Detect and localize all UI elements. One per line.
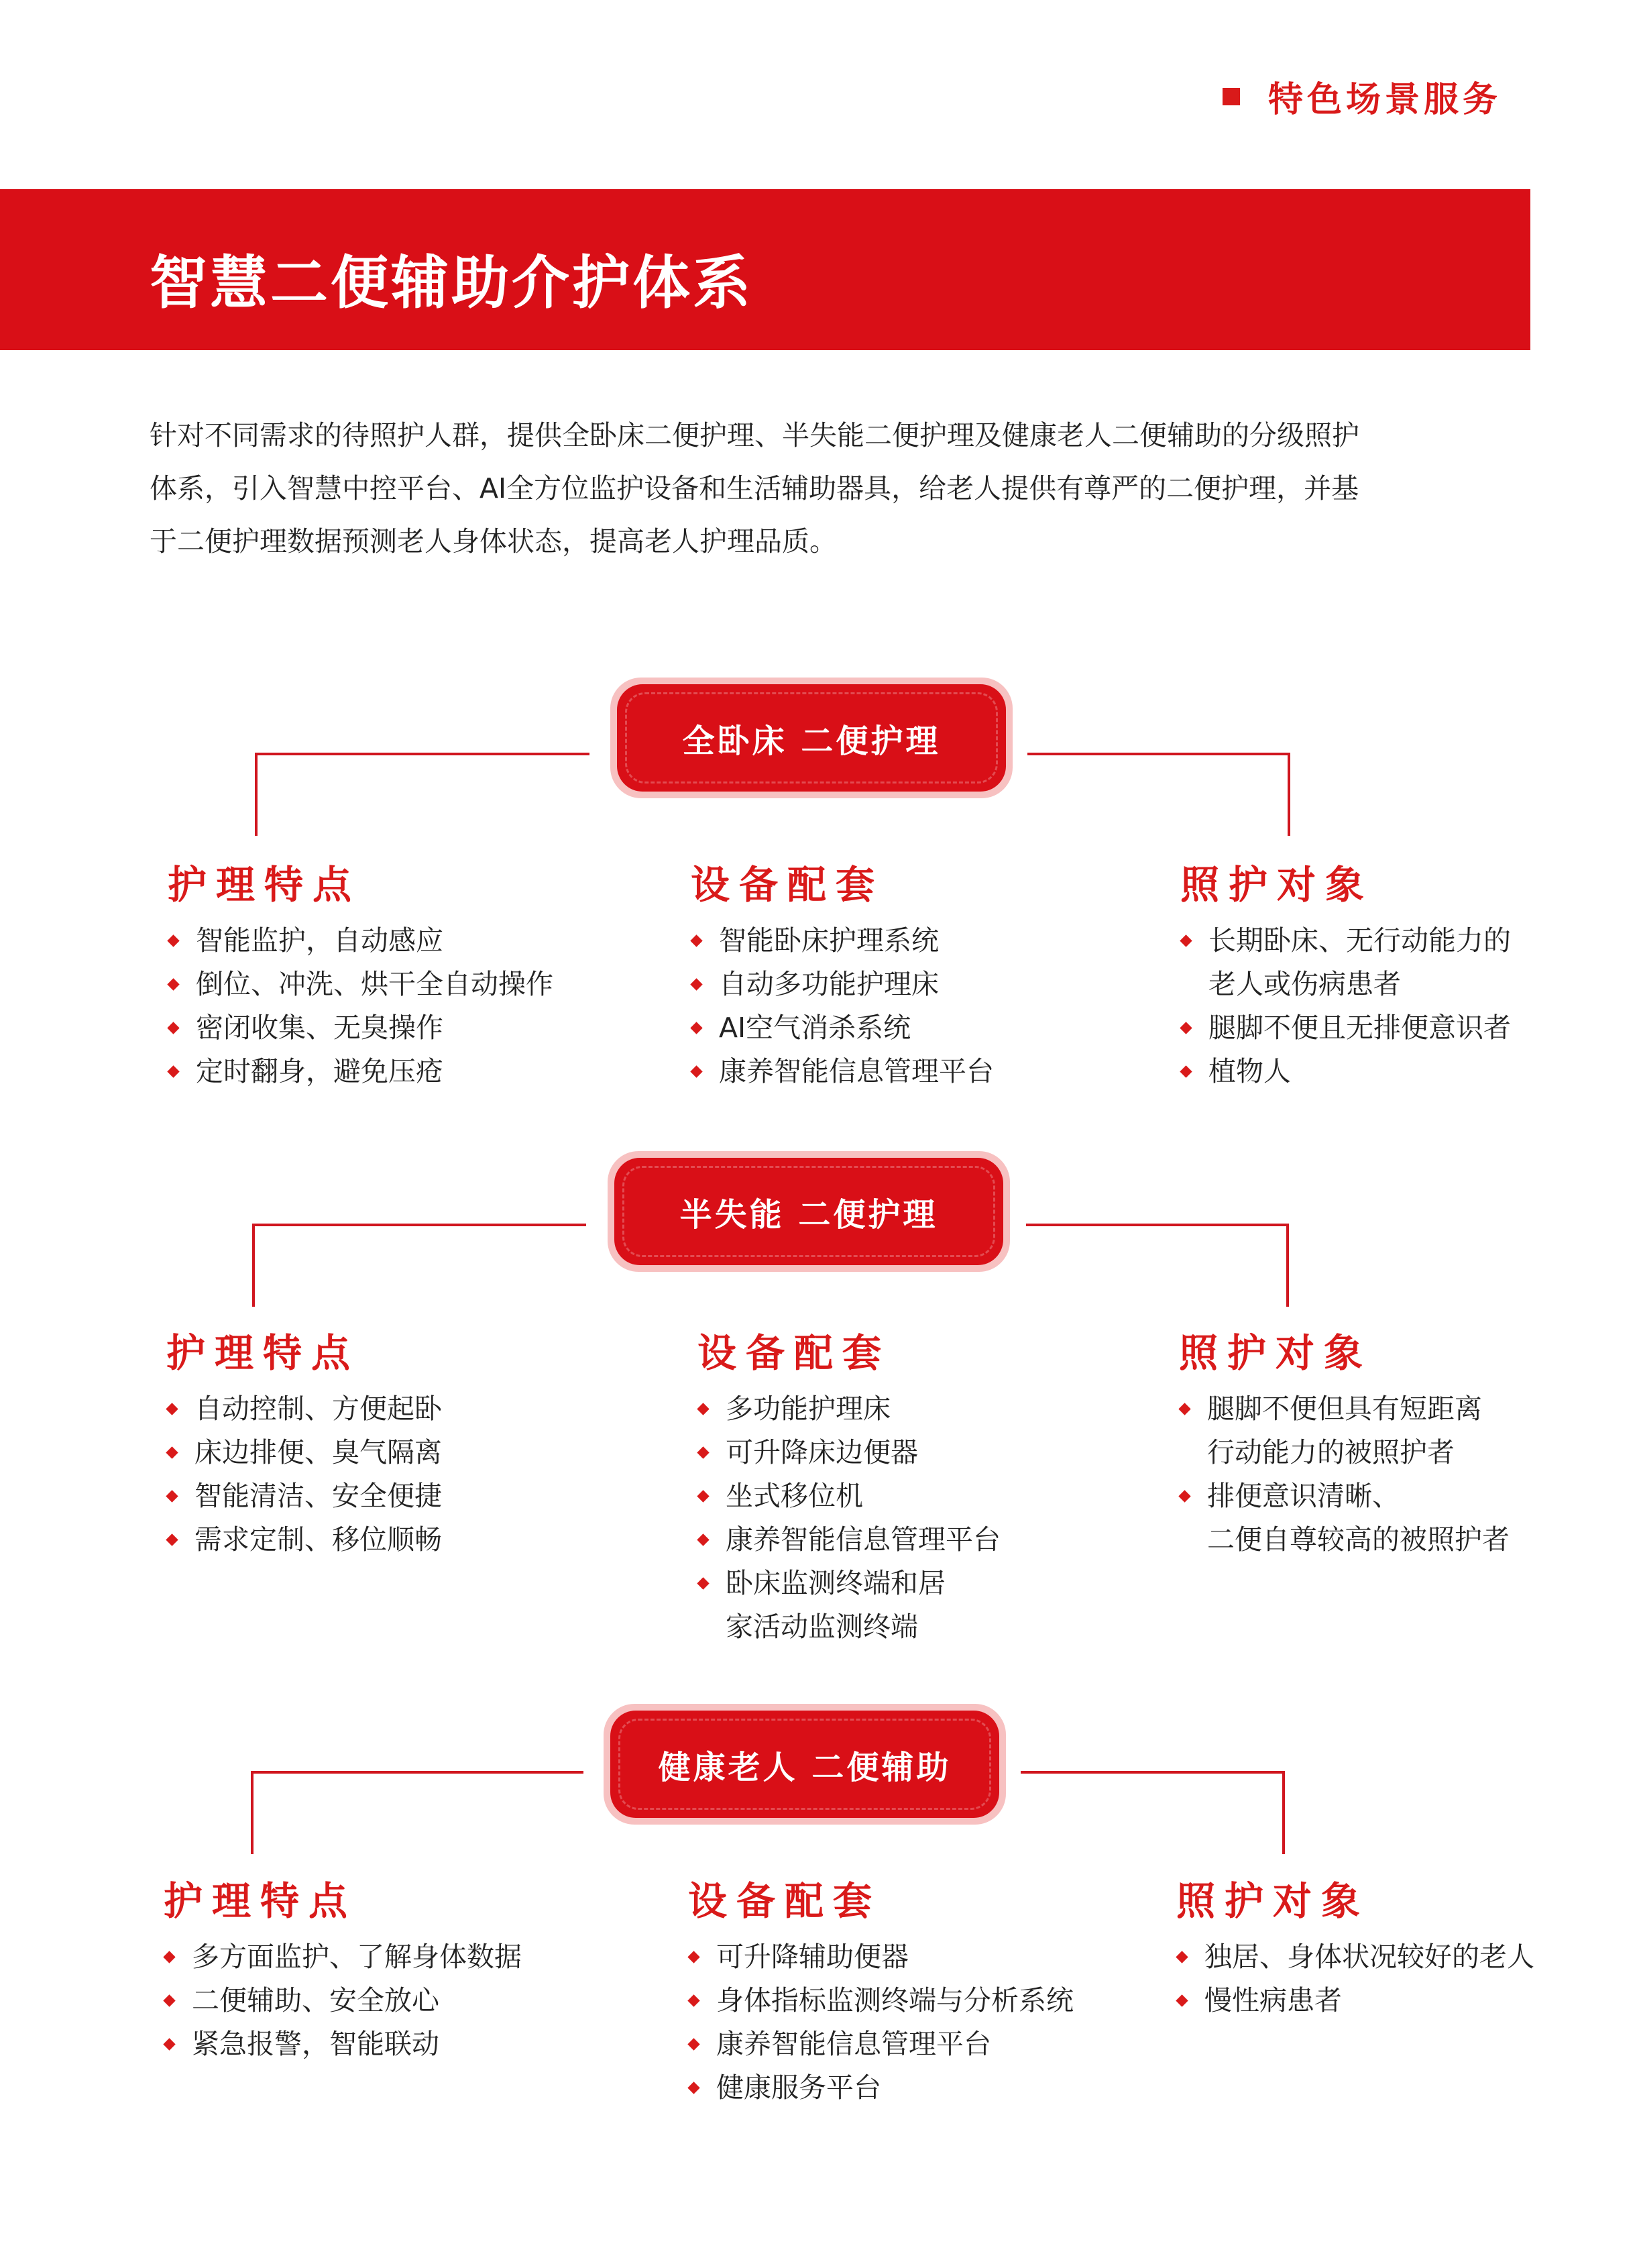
- bullet-list: [1176, 1935, 1639, 2022]
- column-targets: [1179, 1321, 1639, 1562]
- diamond-bullet-icon: [690, 1022, 702, 1034]
- category-label: 健康老人 二便辅助: [658, 1748, 952, 1786]
- list-item-line: 长期卧床、无行动能力的: [1208, 924, 1511, 957]
- column-title: 设备配套: [688, 1878, 882, 1924]
- diamond-bullet-icon: [167, 1065, 179, 1077]
- connector-right: [1026, 1224, 1289, 1307]
- list-item: [1180, 1050, 1639, 1093]
- list-item-text: AI空气消杀系统: [719, 1012, 911, 1044]
- bullet-list: [691, 919, 1160, 1093]
- list-item-text: 腿脚不便且无排便意识者: [1208, 1012, 1511, 1044]
- bullet-list: [164, 1935, 633, 2066]
- diamond-bullet-icon: [697, 1490, 709, 1502]
- list-item: [168, 919, 637, 963]
- list-item-text: 倒位、冲洗、烘干全自动操作: [196, 968, 553, 1000]
- column-features: [168, 853, 637, 1093]
- list-item: [164, 1979, 633, 2022]
- category-pill-body: [617, 684, 1006, 792]
- column-title: 护理特点: [166, 1330, 360, 1376]
- title-banner: [0, 189, 1530, 350]
- intro-line: 体系，引入智慧中控平台、AI全方位监护设备和生活辅助器具，给老人提供有尊严的二便护理，并基: [150, 472, 1359, 504]
- list-item: [1179, 1387, 1639, 1474]
- list-item: [1176, 1979, 1639, 2022]
- connector-right: [1027, 753, 1290, 836]
- list-item-text: 可升降辅助便器: [716, 1941, 909, 1973]
- list-item: [1176, 1935, 1639, 1979]
- diamond-bullet-icon: [163, 1951, 175, 1963]
- list-item: [688, 2022, 1157, 2066]
- column-equipment: [697, 1321, 1167, 1649]
- diamond-bullet-icon: [687, 1951, 699, 1963]
- list-item: [688, 2066, 1157, 2110]
- page-title: 智慧二便辅助介护体系: [150, 250, 753, 317]
- category-pill: [610, 678, 1013, 798]
- column-title: 护理特点: [164, 1878, 357, 1924]
- list-item-line: 家活动监测终端: [726, 1611, 918, 1643]
- intro-paragraph: [150, 409, 1457, 568]
- diamond-bullet-icon: [687, 1994, 699, 2006]
- list-item-text: 智能清洁、安全便捷: [194, 1480, 442, 1512]
- diamond-bullet-icon: [1180, 934, 1192, 947]
- connector-left: [255, 753, 589, 836]
- list-item-text: 植物人: [1208, 1055, 1291, 1087]
- connector-left: [252, 1224, 586, 1307]
- list-item-line: 卧床监测终端和居: [726, 1567, 946, 1599]
- diamond-bullet-icon: [690, 978, 702, 990]
- list-item: [691, 1006, 1160, 1050]
- category-pill-body: [614, 1158, 1003, 1265]
- intro-line: 针对不同需求的待照护人群，提供全卧床二便护理、半失能二便护理及健康老人二便辅助的分级照护: [150, 419, 1359, 451]
- column-targets: [1176, 1870, 1639, 2022]
- category-label: 全卧床 二便护理: [682, 722, 941, 760]
- category-label: 半失能 二便护理: [679, 1195, 938, 1234]
- list-item: [166, 1518, 636, 1562]
- list-item-text: 紧急报警，智能联动: [192, 2028, 439, 2060]
- bullet-list: [688, 1935, 1157, 2110]
- section-tag-label: 特色场景服务: [1267, 80, 1502, 120]
- list-item-text: 需求定制、移位顺畅: [194, 1523, 442, 1556]
- list-item-text: 身体指标监测终端与分析系统: [716, 1984, 1074, 2016]
- column-equipment: [691, 853, 1160, 1093]
- intro-line: 于二便护理数据预测老人身体状态，提高老人护理品质。: [150, 525, 837, 557]
- list-item: [1180, 1006, 1639, 1050]
- list-item: [697, 1474, 1167, 1518]
- list-item: [697, 1387, 1167, 1431]
- bullet-list: [697, 1387, 1167, 1649]
- diamond-bullet-icon: [1176, 1951, 1188, 1963]
- category-pill-body: [610, 1711, 999, 1818]
- list-item: [697, 1431, 1167, 1474]
- list-item: [697, 1518, 1167, 1562]
- list-item: [166, 1387, 636, 1431]
- category-pill: [608, 1151, 1010, 1272]
- list-item-text: 床边排便、臭气隔离: [194, 1436, 442, 1468]
- list-item: [688, 1935, 1157, 1979]
- diamond-bullet-icon: [690, 934, 702, 947]
- diamond-bullet-icon: [163, 2038, 175, 2050]
- diamond-bullet-icon: [697, 1403, 709, 1415]
- list-item-text: 二便辅助、安全放心: [192, 1984, 439, 2016]
- list-item-text: 可升降床边便器: [726, 1436, 918, 1468]
- list-item-text: 智能监护，自动感应: [196, 924, 443, 957]
- list-item-text: 密闭收集、无臭操作: [196, 1012, 443, 1044]
- section-tag: [1223, 71, 1502, 121]
- list-item: [691, 919, 1160, 963]
- list-item-text: 自动多功能护理床: [719, 968, 939, 1000]
- list-item-text: 多方面监护、了解身体数据: [192, 1941, 522, 1973]
- diamond-bullet-icon: [166, 1490, 178, 1502]
- list-item: [688, 1979, 1157, 2022]
- list-item: [166, 1431, 636, 1474]
- list-item-text: 多功能护理床: [726, 1393, 891, 1425]
- connector-right: [1021, 1771, 1285, 1854]
- diamond-bullet-icon: [166, 1446, 178, 1458]
- diamond-bullet-icon: [690, 1065, 702, 1077]
- column-title: 设备配套: [697, 1330, 891, 1376]
- list-item-text: 定时翻身，避免压疮: [196, 1055, 443, 1087]
- connector-left: [251, 1771, 583, 1854]
- diamond-bullet-icon: [1176, 1994, 1188, 2006]
- list-item: [164, 2022, 633, 2066]
- column-title: 设备配套: [691, 862, 885, 908]
- list-item: [166, 1474, 636, 1518]
- list-item-line: 腿脚不便但具有短距离: [1207, 1393, 1482, 1425]
- diamond-bullet-icon: [166, 1403, 178, 1415]
- list-item: [697, 1562, 1167, 1649]
- bullet-list: [166, 1387, 636, 1562]
- list-item-line: 二便自尊较高的被照护者: [1207, 1523, 1510, 1556]
- bullet-list: [1180, 919, 1639, 1093]
- list-item-text: 健康服务平台: [716, 2071, 881, 2104]
- column-features: [164, 1870, 633, 2066]
- column-title: 照护对象: [1176, 1878, 1370, 1924]
- list-item-text: 自动控制、方便起卧: [194, 1393, 442, 1425]
- list-item: [168, 1050, 637, 1093]
- diamond-bullet-icon: [697, 1577, 709, 1589]
- diamond-bullet-icon: [1178, 1490, 1190, 1502]
- diamond-bullet-icon: [1180, 1065, 1192, 1077]
- list-item: [164, 1935, 633, 1979]
- list-item: [691, 1050, 1160, 1093]
- category-pill: [604, 1704, 1006, 1825]
- diamond-bullet-icon: [697, 1533, 709, 1546]
- column-title: 照护对象: [1180, 862, 1374, 908]
- diamond-bullet-icon: [1180, 1022, 1192, 1034]
- square-bullet-icon: [1223, 88, 1240, 105]
- list-item-line: 行动能力的被照护者: [1207, 1436, 1455, 1468]
- diamond-bullet-icon: [163, 1994, 175, 2006]
- list-item-text: 坐式移位机: [726, 1480, 863, 1512]
- diamond-bullet-icon: [166, 1533, 178, 1546]
- list-item-text: 慢性病患者: [1204, 1984, 1342, 2016]
- column-targets: [1180, 853, 1639, 1093]
- list-item-text: 独居、身体状况较好的老人: [1204, 1941, 1534, 1973]
- list-item: [1179, 1474, 1639, 1562]
- list-item-line: 老人或伤病患者: [1208, 968, 1401, 1000]
- column-title: 照护对象: [1179, 1330, 1373, 1376]
- column-equipment: [688, 1870, 1157, 2110]
- list-item-line: 排便意识清晰、: [1207, 1480, 1400, 1512]
- list-item: [1180, 919, 1639, 1006]
- diamond-bullet-icon: [687, 2082, 699, 2094]
- diamond-bullet-icon: [1178, 1403, 1190, 1415]
- column-title: 护理特点: [168, 862, 361, 908]
- list-item-text: 康养智能信息管理平台: [716, 2028, 991, 2060]
- list-item-text: 康养智能信息管理平台: [726, 1523, 1001, 1556]
- diamond-bullet-icon: [167, 934, 179, 947]
- list-item: [168, 1006, 637, 1050]
- diamond-bullet-icon: [167, 1022, 179, 1034]
- diamond-bullet-icon: [697, 1446, 709, 1458]
- list-item: [691, 963, 1160, 1006]
- diamond-bullet-icon: [687, 2038, 699, 2050]
- column-features: [166, 1321, 636, 1562]
- diamond-bullet-icon: [167, 978, 179, 990]
- list-item-text: 康养智能信息管理平台: [719, 1055, 994, 1087]
- bullet-list: [168, 919, 637, 1093]
- bullet-list: [1179, 1387, 1639, 1562]
- list-item-text: 智能卧床护理系统: [719, 924, 939, 957]
- list-item: [168, 963, 637, 1006]
